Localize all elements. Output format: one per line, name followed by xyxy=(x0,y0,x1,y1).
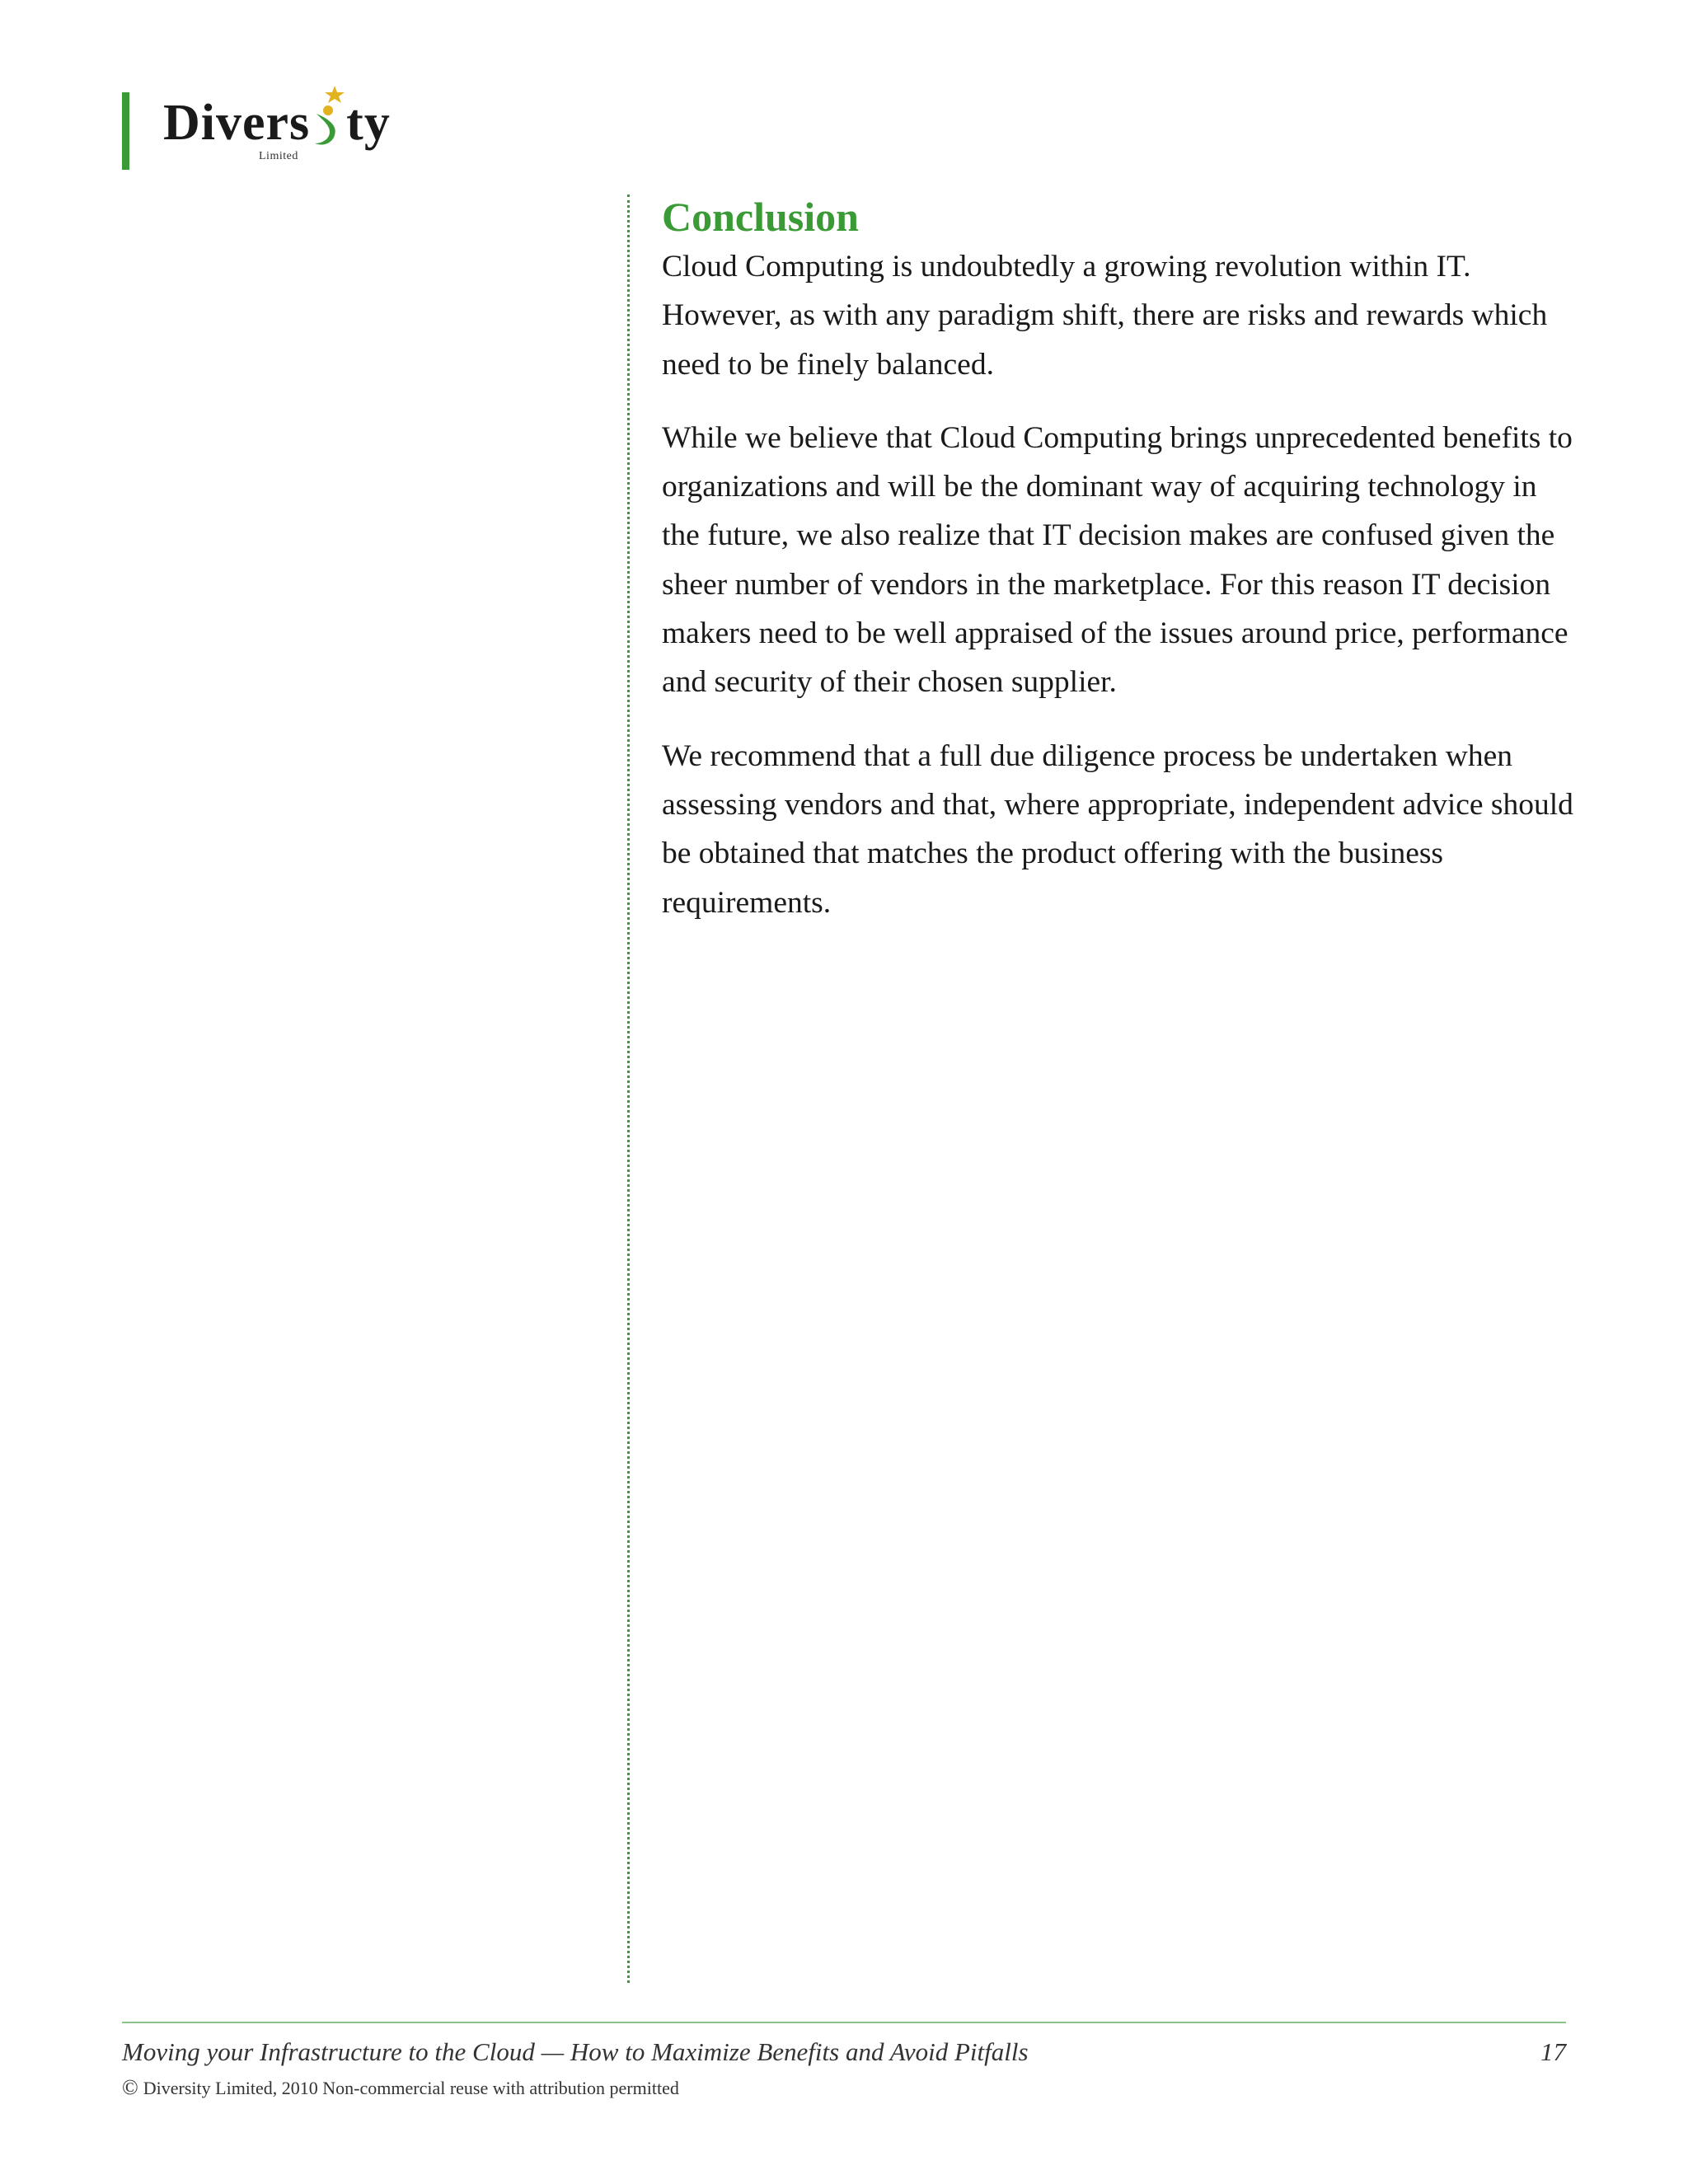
paragraph-1: Cloud Computing is undoubtedly a growing revolution within IT. However, as with any paradigm shift, there are risks and rewards which need to be finely balanced. xyxy=(662,250,1548,382)
footer-rule xyxy=(122,2022,1566,2023)
page-number: 17 xyxy=(1540,2037,1566,2066)
column-divider xyxy=(627,194,630,1983)
section-heading: Conclusion xyxy=(662,194,859,240)
logo-subtitle: Limited xyxy=(259,150,298,162)
logo-word-left: Divers xyxy=(163,95,311,151)
main-content xyxy=(662,191,1575,952)
logo-word-right: ty xyxy=(346,95,391,151)
copyright-text: Diversity Limited, 2010 Non-commercial reuse with attribution permitted xyxy=(143,2078,679,2098)
person-star-icon xyxy=(310,97,346,148)
paragraph-3: We recommend that a full due diligence process be undertaken when assessing vendors and that, where appropriate, independent advice should be obtained that matches the product offering with the business requirements. xyxy=(662,738,1573,920)
copyright-icon: © xyxy=(122,2075,138,2099)
paragraph-2: While we believe that Cloud Computing brings unprecedented benefits to organizations and will be the dominant way of acquiring technology in the future, we also realize that IT decision makes are confused given the sheer number of vendors in the marketplace. For this reason IT decision makers need to be well appraised of the issues around price, performance and security of their chosen supplier. xyxy=(662,420,1573,700)
logo-accent-bar xyxy=(122,92,129,170)
footer-copyright xyxy=(122,2075,679,2101)
company-logo xyxy=(163,97,394,176)
logo-wordmark xyxy=(163,95,391,151)
footer-document-title: Moving your Infrastructure to the Cloud — How to Maximize Benefits and Avoid Pitfalls xyxy=(122,2037,1029,2066)
